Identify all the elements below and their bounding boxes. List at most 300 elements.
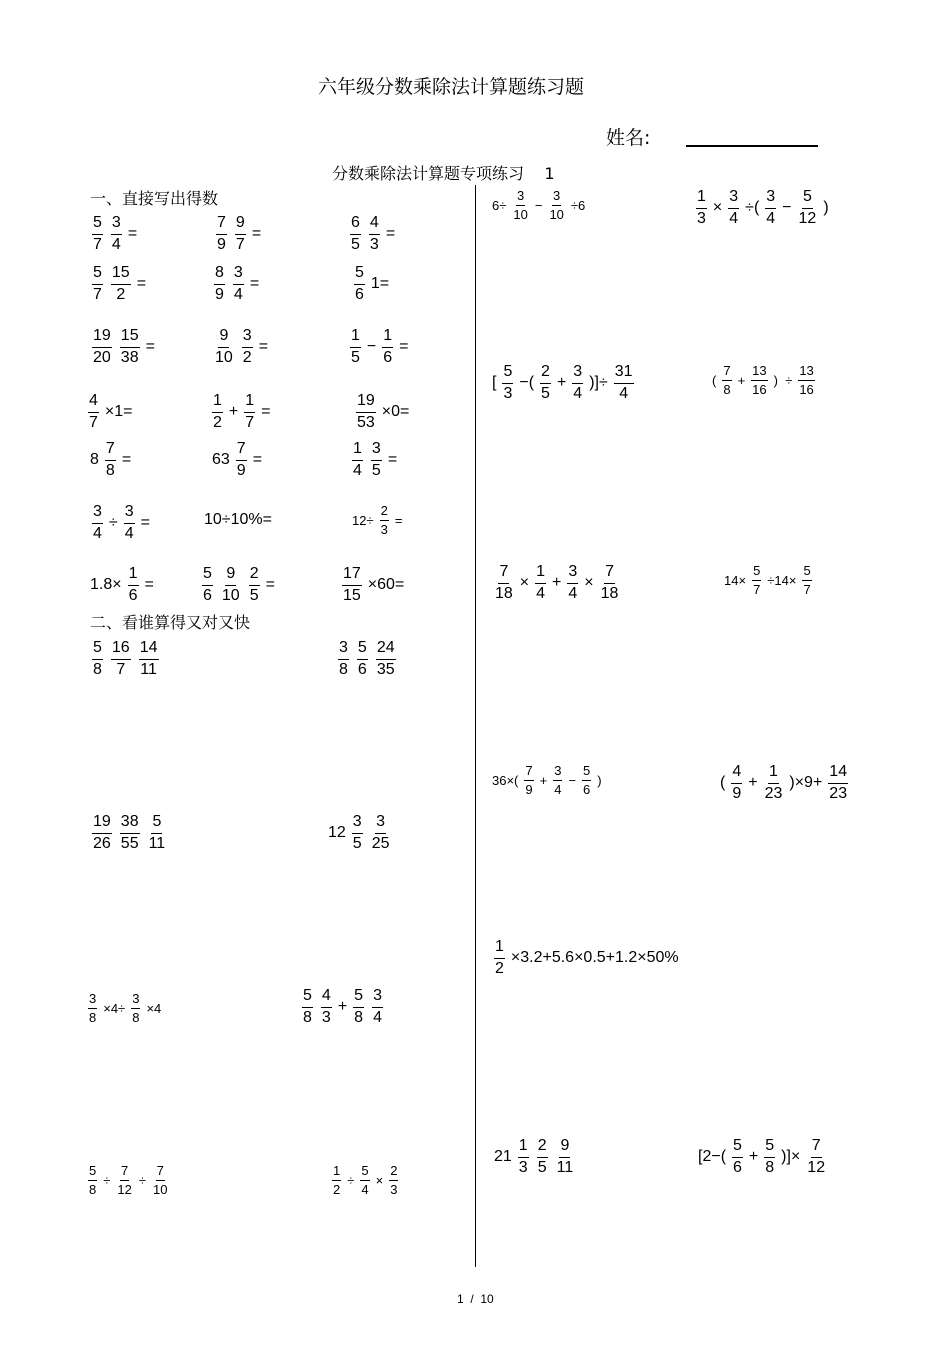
numerator: 9 xyxy=(235,213,246,235)
operator-text: 6÷ xyxy=(492,197,507,213)
denominator: 3 xyxy=(380,521,388,537)
denominator: 4 xyxy=(573,384,583,402)
numerator: 5 xyxy=(302,986,313,1008)
operator-text: = xyxy=(394,512,403,528)
operator-text: ÷14× xyxy=(767,572,797,588)
fraction xyxy=(600,562,620,605)
operator-text: 21 xyxy=(494,1148,512,1166)
fraction xyxy=(518,1136,529,1179)
numerator: 13 xyxy=(798,362,814,381)
denominator: 8 xyxy=(339,660,348,678)
operator-text: + xyxy=(556,374,567,392)
right-problem xyxy=(490,362,638,405)
operator-text: ÷ xyxy=(103,1172,111,1188)
direct-problem xyxy=(346,213,397,256)
denominator: 3 xyxy=(697,209,706,227)
fraction xyxy=(722,362,731,398)
denominator: 8 xyxy=(354,1008,364,1026)
fraction xyxy=(764,762,784,805)
fraction xyxy=(764,1136,775,1179)
numerator: 3 xyxy=(242,326,253,348)
denominator: 23 xyxy=(764,784,783,802)
denominator: 6 xyxy=(355,285,364,303)
fraction xyxy=(728,187,739,230)
denominator: 7 xyxy=(753,581,761,597)
denominator: 4 xyxy=(729,209,739,227)
operator-text: ×4 xyxy=(146,1000,162,1016)
name-label: 姓名: xyxy=(606,127,651,149)
numerator: 5 xyxy=(752,562,761,581)
fraction xyxy=(360,1162,369,1198)
numerator: 1 xyxy=(350,326,361,348)
operator-text: = xyxy=(261,403,271,421)
denominator: 2 xyxy=(116,285,126,303)
operator-text: × xyxy=(519,574,530,592)
operator-text: ) xyxy=(597,772,602,788)
fraction xyxy=(124,502,135,545)
fraction xyxy=(356,391,376,434)
numerator: 3 xyxy=(233,263,244,285)
denominator: 15 xyxy=(343,586,361,604)
right-problem xyxy=(490,187,587,223)
numerator: 5 xyxy=(92,638,103,660)
quick-problem xyxy=(298,986,387,1029)
operator-text: + xyxy=(539,772,548,788)
numerator: 1 xyxy=(332,1162,341,1181)
fraction xyxy=(352,812,363,855)
fraction xyxy=(350,326,361,369)
direct-problem xyxy=(210,439,264,482)
direct-problem xyxy=(208,391,273,434)
denominator: 3 xyxy=(390,1181,398,1197)
numerator: 2 xyxy=(540,362,551,384)
operator-text: = xyxy=(140,514,150,532)
denominator: 10 xyxy=(215,348,233,366)
fraction xyxy=(338,638,349,681)
fraction xyxy=(798,362,814,398)
numerator: 3 xyxy=(371,439,382,461)
fraction xyxy=(494,562,514,605)
denominator: 4 xyxy=(93,524,102,542)
operator-text: = xyxy=(252,451,263,469)
operator-text: ( xyxy=(720,774,726,792)
fraction xyxy=(372,986,383,1029)
operator-text: 36×( xyxy=(492,772,519,788)
fraction xyxy=(214,326,234,369)
direct-problem xyxy=(88,213,139,256)
operator-text: ÷ xyxy=(138,1172,146,1188)
direct-problem xyxy=(88,326,157,369)
denominator: 4 xyxy=(361,1181,369,1197)
fraction xyxy=(302,986,313,1029)
numerator: 2 xyxy=(389,1162,398,1181)
fraction xyxy=(353,986,364,1029)
fraction xyxy=(236,439,247,482)
denominator: 7 xyxy=(89,413,98,431)
fraction xyxy=(152,1162,168,1198)
fraction xyxy=(235,213,246,256)
numerator: 2 xyxy=(537,1136,548,1158)
denominator: 12 xyxy=(807,1158,826,1176)
fraction xyxy=(524,762,533,798)
fraction xyxy=(242,326,253,369)
fraction xyxy=(249,564,260,607)
numerator: 1 xyxy=(352,439,363,461)
denominator: 8 xyxy=(93,660,102,678)
operator-text: ×60= xyxy=(367,576,405,594)
denominator: 18 xyxy=(600,584,619,602)
numerator: 19 xyxy=(92,812,112,834)
right-problem xyxy=(710,362,819,398)
numerator: 4 xyxy=(88,391,99,413)
operator-text: = xyxy=(127,225,138,243)
quick-problem xyxy=(84,990,163,1026)
operator-text: ÷ xyxy=(347,1172,355,1188)
denominator: 5 xyxy=(352,834,362,852)
denominator: 5 xyxy=(351,348,360,366)
name-blank[interactable] xyxy=(686,145,818,147)
numerator: 1 xyxy=(535,562,546,584)
fraction xyxy=(806,1136,826,1179)
numerator: 3 xyxy=(572,362,583,384)
fraction xyxy=(731,762,742,805)
direct-problem xyxy=(88,439,133,482)
numerator: 1 xyxy=(518,1136,529,1158)
fraction xyxy=(765,187,776,230)
quick-problem xyxy=(88,638,163,681)
fraction xyxy=(376,638,396,681)
operator-text: + xyxy=(552,574,562,592)
fraction xyxy=(120,812,140,855)
operator-text: = xyxy=(144,576,154,594)
operator-text: + xyxy=(737,372,746,388)
numerator: 4 xyxy=(731,762,742,784)
denominator: 6 xyxy=(357,660,367,678)
numerator: 6 xyxy=(350,213,361,235)
operator-text: + xyxy=(748,774,758,792)
fraction xyxy=(216,213,227,256)
numerator: 1 xyxy=(128,564,139,586)
fraction xyxy=(105,439,116,482)
denominator: 25 xyxy=(371,834,390,852)
fraction xyxy=(572,362,583,405)
numerator: 2 xyxy=(380,502,389,521)
operator-text: [ xyxy=(492,374,497,392)
denominator: 3 xyxy=(321,1008,331,1026)
fraction xyxy=(321,986,332,1029)
denominator: 9 xyxy=(732,784,742,802)
denominator: 10 xyxy=(221,586,240,604)
numerator: 1 xyxy=(494,937,505,959)
direct-problem xyxy=(338,564,406,607)
numerator: 9 xyxy=(218,326,229,348)
fraction xyxy=(332,1162,341,1198)
denominator: 9 xyxy=(215,285,224,303)
denominator: 7 xyxy=(245,413,255,431)
fraction xyxy=(357,638,368,681)
numerator: 3 xyxy=(88,990,97,1009)
denominator: 23 xyxy=(829,784,848,802)
numerator: 7 xyxy=(236,439,247,461)
right-problem xyxy=(718,762,852,805)
numerator: 7 xyxy=(811,1136,822,1158)
fraction xyxy=(111,213,122,256)
direct-problem xyxy=(350,502,404,538)
operator-text: ( xyxy=(712,372,717,388)
fraction xyxy=(116,1162,132,1198)
numerator: 5 xyxy=(354,263,365,285)
right-problem xyxy=(490,937,681,980)
fraction xyxy=(389,1162,398,1198)
operator-text: ×0= xyxy=(381,403,410,421)
direct-problem xyxy=(198,564,277,607)
numerator: 19 xyxy=(92,326,112,348)
fraction xyxy=(354,263,365,306)
fraction xyxy=(502,362,513,405)
direct-problem xyxy=(210,263,261,306)
operator-text: 12 xyxy=(328,824,346,842)
fraction xyxy=(352,439,363,482)
denominator: 2 xyxy=(213,413,222,431)
numerator: 1 xyxy=(696,187,707,209)
operator-text: = xyxy=(251,225,262,243)
fraction xyxy=(92,638,103,681)
denominator: 11 xyxy=(556,1158,574,1176)
numerator: 3 xyxy=(124,502,135,524)
operator-text: ) xyxy=(823,199,829,217)
numerator: 3 xyxy=(765,187,776,209)
denominator: 6 xyxy=(128,586,138,604)
direct-problem xyxy=(88,564,156,607)
numerator: 24 xyxy=(376,638,396,660)
fraction xyxy=(535,562,546,605)
numerator: 5 xyxy=(360,1162,369,1181)
denominator: 2 xyxy=(333,1181,341,1197)
denominator: 6 xyxy=(583,781,591,797)
numerator: 2 xyxy=(249,564,260,586)
operator-text: ×1= xyxy=(104,403,133,421)
numerator: 3 xyxy=(553,762,562,781)
denominator: 6 xyxy=(203,586,212,604)
denominator: 4 xyxy=(233,285,243,303)
fraction xyxy=(212,391,223,434)
numerator: 7 xyxy=(120,1162,129,1181)
fraction xyxy=(111,638,131,681)
direct-problem xyxy=(352,391,411,434)
fraction xyxy=(752,562,761,598)
numerator: 3 xyxy=(131,990,140,1009)
denominator: 4 xyxy=(536,584,546,602)
denominator: 7 xyxy=(116,660,126,678)
denominator: 5 xyxy=(249,586,259,604)
quick-problem xyxy=(326,812,395,855)
column-divider xyxy=(475,185,476,1267)
direct-problem xyxy=(84,391,135,434)
section-heading-quick: 二、看谁算得又对又快 xyxy=(90,613,251,632)
operator-text: ) ÷ xyxy=(773,372,793,388)
operator-text: + xyxy=(748,1148,759,1166)
operator-text: − xyxy=(534,197,543,213)
fraction xyxy=(92,263,103,306)
operator-text: 63 xyxy=(212,451,230,469)
fraction xyxy=(567,562,578,605)
fraction xyxy=(92,502,103,545)
denominator: 9 xyxy=(525,781,533,797)
numerator: 1 xyxy=(382,326,393,348)
fraction xyxy=(92,213,103,256)
operator-text: [2−( xyxy=(698,1148,727,1166)
direct-problem xyxy=(212,213,263,256)
fraction xyxy=(732,1136,743,1179)
operator-text: = xyxy=(121,451,132,469)
fraction xyxy=(582,762,591,798)
numerator: 3 xyxy=(338,638,349,660)
numerator: 5 xyxy=(502,362,513,384)
operator-text: 12÷ xyxy=(352,512,374,528)
operator-text: 14× xyxy=(724,572,747,588)
direct-problem xyxy=(350,263,391,306)
denominator: 55 xyxy=(120,834,139,852)
direct-problem xyxy=(88,502,152,545)
numerator: 5 xyxy=(764,1136,775,1158)
fraction xyxy=(92,326,112,369)
operator-text: = xyxy=(265,576,275,594)
numerator: 3 xyxy=(552,187,561,206)
operator-text: × xyxy=(584,574,594,592)
numerator: 9 xyxy=(225,564,236,586)
fraction xyxy=(553,762,562,798)
operator-text: − xyxy=(568,772,577,788)
denominator: 11 xyxy=(140,660,157,678)
section-heading-direct: 一、直接写出得数 xyxy=(90,189,219,208)
numerator: 7 xyxy=(105,439,116,461)
operator-text: 8 xyxy=(90,451,99,469)
operator-text: − xyxy=(782,199,792,217)
numerator: 5 xyxy=(802,187,813,209)
denominator: 53 xyxy=(357,413,375,431)
right-problem xyxy=(696,1136,830,1179)
operator-text: ×4÷ xyxy=(103,1000,126,1016)
denominator: 5 xyxy=(541,384,550,402)
denominator: 7 xyxy=(235,235,245,253)
denominator: 3 xyxy=(369,235,379,253)
fraction xyxy=(696,187,707,230)
denominator: 16 xyxy=(799,381,814,397)
numerator: 15 xyxy=(120,326,140,348)
numerator: 7 xyxy=(216,213,227,235)
denominator: 5 xyxy=(371,461,381,479)
fraction xyxy=(540,362,551,405)
fraction xyxy=(751,362,767,398)
fraction xyxy=(382,326,393,369)
fraction xyxy=(120,326,140,369)
fraction xyxy=(512,187,528,223)
fraction xyxy=(614,362,634,405)
fraction xyxy=(828,762,848,805)
denominator: 20 xyxy=(93,348,111,366)
fraction xyxy=(88,990,97,1026)
numerator: 17 xyxy=(342,564,362,586)
operator-text: ÷( xyxy=(745,199,760,217)
numerator: 16 xyxy=(111,638,131,660)
operator-text: × xyxy=(712,199,723,217)
fraction xyxy=(371,439,382,482)
numerator: 7 xyxy=(604,562,615,584)
denominator: 12 xyxy=(798,209,817,227)
numerator: 31 xyxy=(614,362,634,384)
fraction xyxy=(111,263,131,306)
operator-text: − xyxy=(366,338,377,356)
fraction xyxy=(128,564,139,607)
numerator: 3 xyxy=(352,812,363,834)
denominator: 4 xyxy=(619,384,629,402)
numerator: 38 xyxy=(120,812,140,834)
operator-text: 10÷10%= xyxy=(204,511,272,528)
denominator: 18 xyxy=(495,584,513,602)
denominator: 8 xyxy=(89,1009,97,1025)
operator-text: ÷6 xyxy=(570,197,586,213)
numerator: 5 xyxy=(88,1162,97,1181)
fraction xyxy=(221,564,241,607)
fraction xyxy=(88,1162,97,1198)
numerator: 8 xyxy=(214,263,225,285)
fraction xyxy=(88,391,99,434)
fraction xyxy=(233,263,244,306)
denominator: 10 xyxy=(152,1181,168,1197)
direct-problem xyxy=(346,326,411,369)
denominator: 38 xyxy=(120,348,139,366)
fraction xyxy=(148,812,167,855)
denominator: 3 xyxy=(518,1158,528,1176)
numerator: 3 xyxy=(567,562,578,584)
fraction xyxy=(802,562,811,598)
operator-text: = xyxy=(399,338,409,356)
denominator: 4 xyxy=(373,1008,382,1026)
numerator: 3 xyxy=(92,502,103,524)
denominator: 9 xyxy=(236,461,246,479)
numerator: 5 xyxy=(582,762,591,781)
numerator: 3 xyxy=(516,187,525,206)
numerator: 5 xyxy=(353,986,364,1008)
denominator: 6 xyxy=(383,348,393,366)
direct-problem xyxy=(88,263,148,306)
numerator: 7 xyxy=(498,562,509,584)
fraction xyxy=(244,391,255,434)
operator-text: × xyxy=(375,1172,384,1188)
fraction xyxy=(92,812,112,855)
numerator: 3 xyxy=(111,213,122,235)
numerator: 19 xyxy=(356,391,376,413)
denominator: 3 xyxy=(503,384,513,402)
page-number: 1 / 10 xyxy=(457,1292,494,1306)
denominator: 11 xyxy=(148,834,166,852)
denominator: 8 xyxy=(723,381,731,397)
direct-problem xyxy=(202,512,274,528)
denominator: 12 xyxy=(117,1181,132,1197)
quick-problem xyxy=(88,812,170,855)
operator-text: = xyxy=(387,451,398,469)
denominator: 7 xyxy=(803,581,811,597)
numerator: 5 xyxy=(732,1136,743,1158)
quick-problem xyxy=(84,1162,172,1198)
fraction xyxy=(380,502,389,538)
denominator: 8 xyxy=(105,461,115,479)
fraction xyxy=(369,213,380,256)
denominator: 9 xyxy=(217,235,226,253)
direct-problem xyxy=(348,439,399,482)
numerator: 7 xyxy=(722,362,731,381)
fraction xyxy=(494,937,505,980)
